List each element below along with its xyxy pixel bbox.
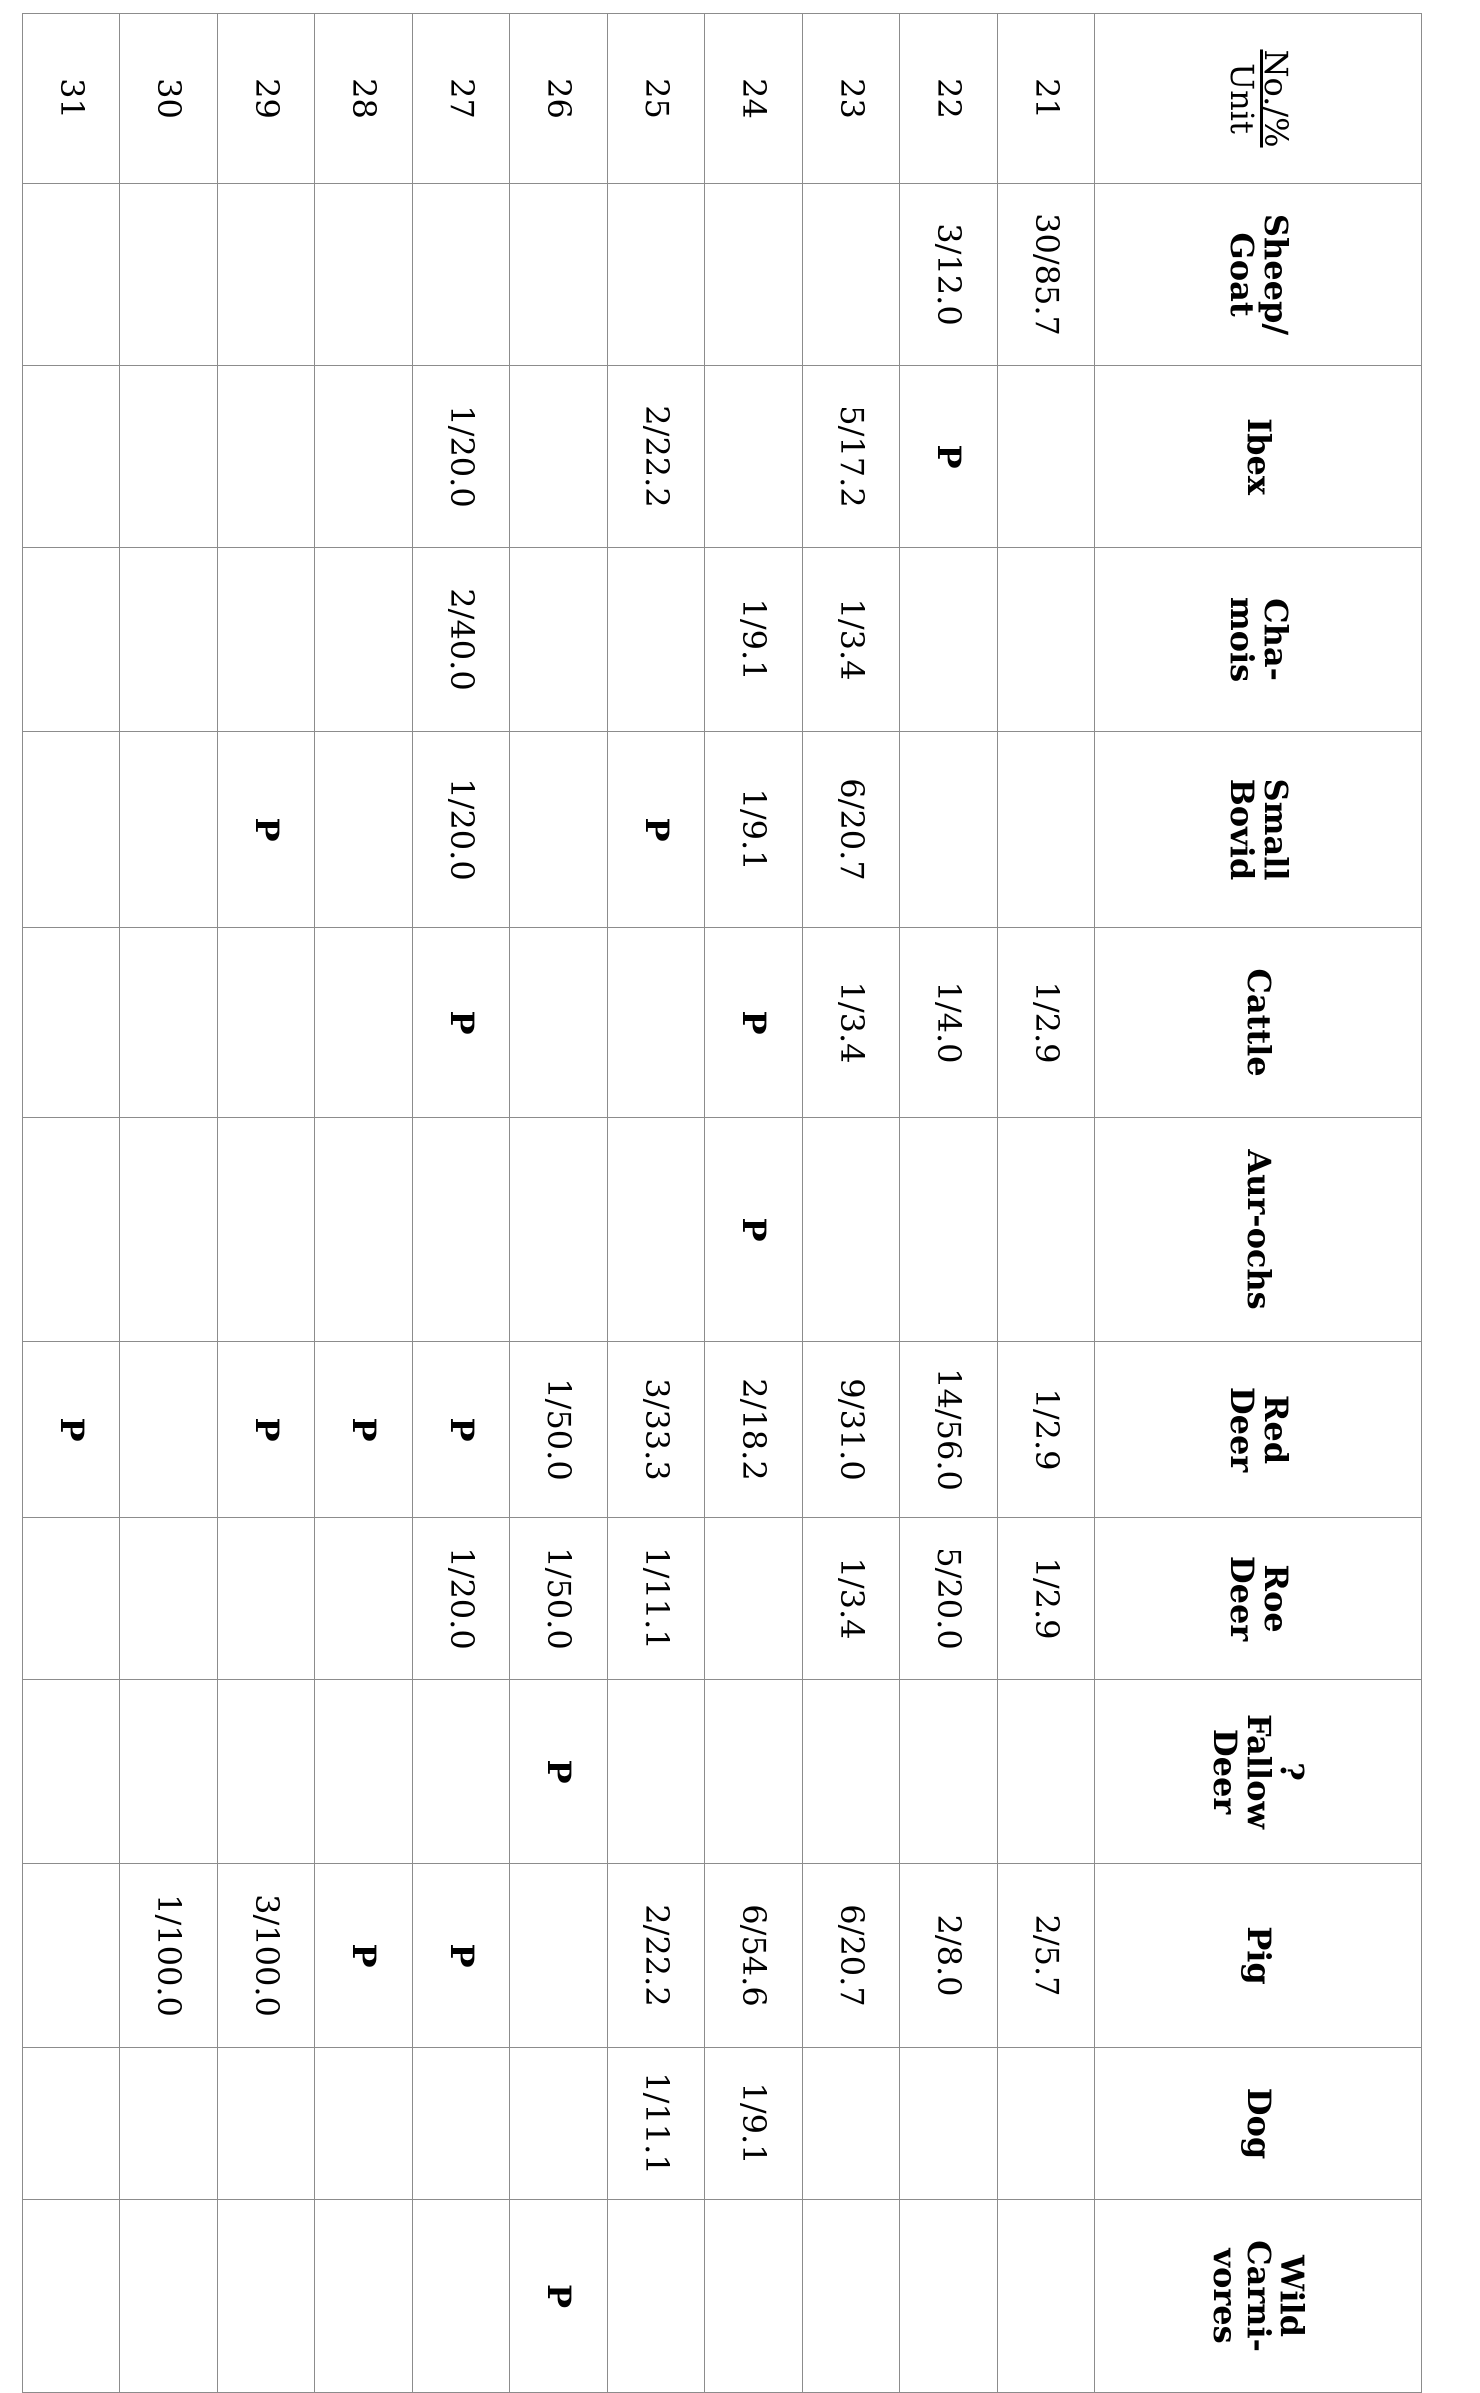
table-cell xyxy=(510,732,607,928)
header-species-line: Carni- xyxy=(1239,2240,1278,2352)
table-cell xyxy=(997,2048,1094,2200)
table-cell xyxy=(607,928,704,1118)
table-cell: 2/5.7 xyxy=(997,1864,1094,2048)
table-cell xyxy=(607,1680,704,1864)
table-cell xyxy=(412,1680,509,1864)
table-cell xyxy=(900,1118,997,1342)
header-species-line: Bovid xyxy=(1223,778,1261,881)
table-cell xyxy=(997,548,1094,732)
unit-cell: 21 xyxy=(997,14,1094,184)
table-cell xyxy=(120,732,217,928)
header-unit-sublabel: Unit xyxy=(1223,63,1261,134)
table-cell xyxy=(900,2200,997,2393)
table-cell: P xyxy=(315,1342,412,1518)
table-cell xyxy=(217,184,314,366)
table-cell xyxy=(997,1680,1094,1864)
table-cell xyxy=(705,1518,802,1680)
table-cell xyxy=(23,1118,120,1342)
table-cell xyxy=(510,928,607,1118)
table-cell xyxy=(23,1680,120,1864)
table-row xyxy=(510,14,607,2393)
table-cell: P xyxy=(217,732,314,928)
header-unit xyxy=(1095,14,1422,184)
unit-cell: 23 xyxy=(802,14,899,184)
table-cell: P xyxy=(23,1342,120,1518)
table-row xyxy=(315,14,412,2393)
unit-cell: 24 xyxy=(705,14,802,184)
table-cell: 1/11.1 xyxy=(607,2048,704,2200)
table-row xyxy=(900,14,997,2393)
header-species-line: mois xyxy=(1223,596,1261,683)
table-cell xyxy=(412,2048,509,2200)
table-cell xyxy=(23,548,120,732)
table-cell: 1/9.1 xyxy=(705,732,802,928)
table-cell xyxy=(510,184,607,366)
table-cell: 2/8.0 xyxy=(900,1864,997,2048)
table-cell: 3/12.0 xyxy=(900,184,997,366)
header-species-11 xyxy=(1095,2200,1422,2393)
table-cell xyxy=(510,548,607,732)
rotated-table-container xyxy=(22,13,1422,2392)
table-cell xyxy=(900,732,997,928)
table-cell: 6/54.6 xyxy=(705,1864,802,2048)
table-cell: 1/2.9 xyxy=(997,1342,1094,1518)
header-species-line: Pig xyxy=(1239,1926,1278,1985)
header-species-0 xyxy=(1095,184,1422,366)
table-cell xyxy=(217,1680,314,1864)
table-cell xyxy=(120,1680,217,1864)
table-cell xyxy=(510,1864,607,2048)
table-cell: P xyxy=(900,366,997,548)
table-cell: P xyxy=(412,1342,509,1518)
header-species-line: Wild xyxy=(1273,2254,1312,2338)
table-cell xyxy=(900,548,997,732)
table-cell: 1/3.4 xyxy=(802,548,899,732)
table-body xyxy=(23,14,1095,2393)
table-cell xyxy=(23,184,120,366)
table-row xyxy=(705,14,802,2393)
header-species-line: Goat xyxy=(1223,232,1261,317)
table-cell xyxy=(217,928,314,1118)
table-cell xyxy=(217,548,314,732)
table-cell xyxy=(23,732,120,928)
table-cell xyxy=(315,2048,412,2200)
table-cell xyxy=(120,2200,217,2393)
table-cell xyxy=(315,2200,412,2393)
unit-cell: 25 xyxy=(607,14,704,184)
table-cell: P xyxy=(705,1118,802,1342)
table-cell xyxy=(120,1118,217,1342)
table-cell xyxy=(510,2048,607,2200)
header-species-2 xyxy=(1095,548,1422,732)
table-cell xyxy=(900,2048,997,2200)
unit-cell: 31 xyxy=(23,14,120,184)
table-cell: 1/11.1 xyxy=(607,1518,704,1680)
header-species-line: Sheep/ xyxy=(1256,213,1295,336)
table-cell: 1/9.1 xyxy=(705,548,802,732)
header-species-line: Ibex xyxy=(1239,418,1278,495)
table-row xyxy=(802,14,899,2393)
header-species-line: Red xyxy=(1256,1394,1295,1465)
header-species-line: Roe xyxy=(1256,1564,1295,1633)
table-cell xyxy=(607,184,704,366)
table-cell: 5/17.2 xyxy=(802,366,899,548)
table-cell xyxy=(120,548,217,732)
header-species-4 xyxy=(1095,928,1422,1118)
table-cell: 1/3.4 xyxy=(802,1518,899,1680)
table-cell xyxy=(120,2048,217,2200)
table-cell: P xyxy=(315,1864,412,2048)
table-cell: 2/18.2 xyxy=(705,1342,802,1518)
table-cell: 1/4.0 xyxy=(900,928,997,1118)
table-cell xyxy=(217,1118,314,1342)
table-cell: 3/33.3 xyxy=(607,1342,704,1518)
header-species-10 xyxy=(1095,2048,1422,2200)
table-cell: 1/2.9 xyxy=(997,1518,1094,1680)
table-cell xyxy=(120,1518,217,1680)
table-cell xyxy=(412,184,509,366)
table-cell: 2/22.2 xyxy=(607,1864,704,2048)
table-cell xyxy=(23,1864,120,2048)
table-cell xyxy=(315,732,412,928)
table-cell xyxy=(412,2200,509,2393)
unit-cell: 29 xyxy=(217,14,314,184)
table-cell xyxy=(315,1680,412,1864)
table-cell xyxy=(705,2200,802,2393)
unit-cell: 27 xyxy=(412,14,509,184)
table-cell xyxy=(315,366,412,548)
table-cell xyxy=(997,732,1094,928)
table-cell xyxy=(217,1518,314,1680)
table-cell xyxy=(705,1680,802,1864)
table-row xyxy=(23,14,120,2393)
table-cell xyxy=(510,1118,607,1342)
unit-cell: 22 xyxy=(900,14,997,184)
table-cell: P xyxy=(217,1342,314,1518)
table-cell: 1/20.0 xyxy=(412,1518,509,1680)
header-species-line: vores xyxy=(1206,2248,1245,2344)
table-cell: P xyxy=(412,928,509,1118)
table-cell: 6/20.7 xyxy=(802,1864,899,2048)
table-cell: 5/20.0 xyxy=(900,1518,997,1680)
header-species-line: Aur-ochs xyxy=(1239,1149,1278,1310)
table-cell xyxy=(802,2048,899,2200)
header-species-7 xyxy=(1095,1518,1422,1680)
table-cell xyxy=(802,1118,899,1342)
table-cell xyxy=(802,1680,899,1864)
table-cell xyxy=(120,1342,217,1518)
header-species-3 xyxy=(1095,732,1422,928)
table-cell xyxy=(217,2200,314,2393)
table-cell: 1/100.0 xyxy=(120,1864,217,2048)
table-cell: 1/50.0 xyxy=(510,1342,607,1518)
header-row xyxy=(1095,14,1422,2393)
table-cell xyxy=(315,1118,412,1342)
table-cell: 1/50.0 xyxy=(510,1518,607,1680)
fauna-table xyxy=(22,13,1422,2393)
table-cell: 9/31.0 xyxy=(802,1342,899,1518)
header-species-line: Deer xyxy=(1206,1728,1245,1815)
header-species-8 xyxy=(1095,1680,1422,1864)
table-cell xyxy=(705,184,802,366)
unit-cell: 26 xyxy=(510,14,607,184)
table-cell xyxy=(315,184,412,366)
table-cell xyxy=(997,1118,1094,1342)
table-cell xyxy=(607,548,704,732)
header-species-line: Cattle xyxy=(1239,968,1278,1077)
table-cell xyxy=(315,548,412,732)
header-species-line: ? xyxy=(1273,1762,1312,1781)
table-cell xyxy=(217,366,314,548)
table-cell: 1/20.0 xyxy=(412,732,509,928)
table-row xyxy=(607,14,704,2393)
table-cell: P xyxy=(412,1864,509,2048)
table-cell: 30/85.7 xyxy=(997,184,1094,366)
table-cell: 2/40.0 xyxy=(412,548,509,732)
table-cell xyxy=(23,2200,120,2393)
table-cell: 6/20.7 xyxy=(802,732,899,928)
table-cell xyxy=(510,366,607,548)
table-cell: P xyxy=(510,2200,607,2393)
table-cell xyxy=(607,2200,704,2393)
header-species-1 xyxy=(1095,366,1422,548)
table-cell xyxy=(23,928,120,1118)
table-cell: 1/2.9 xyxy=(997,928,1094,1118)
table-cell xyxy=(802,184,899,366)
table-cell xyxy=(23,366,120,548)
table-cell xyxy=(705,366,802,548)
table-row xyxy=(997,14,1094,2393)
table-cell: 1/20.0 xyxy=(412,366,509,548)
table-cell xyxy=(607,1118,704,1342)
table-cell xyxy=(120,184,217,366)
table-cell: 1/3.4 xyxy=(802,928,899,1118)
table-cell xyxy=(23,2048,120,2200)
unit-cell: 30 xyxy=(120,14,217,184)
header-species-line: Small xyxy=(1256,778,1295,881)
header-species-6 xyxy=(1095,1342,1422,1518)
table-cell: 2/22.2 xyxy=(607,366,704,548)
table-cell xyxy=(412,1118,509,1342)
table-cell xyxy=(802,2200,899,2393)
header-species-line: Deer xyxy=(1223,1555,1261,1642)
header-species-5 xyxy=(1095,1118,1422,1342)
header-species-line: Dog xyxy=(1239,2087,1278,2160)
unit-cell: 28 xyxy=(315,14,412,184)
table-cell xyxy=(315,928,412,1118)
table-cell xyxy=(997,2200,1094,2393)
table-cell: 1/9.1 xyxy=(705,2048,802,2200)
table-cell: 3/100.0 xyxy=(217,1864,314,2048)
table-cell xyxy=(900,1680,997,1864)
table-cell: P xyxy=(705,928,802,1118)
table-cell xyxy=(315,1518,412,1680)
table-row xyxy=(412,14,509,2393)
header-species-9 xyxy=(1095,1864,1422,2048)
table-row xyxy=(217,14,314,2393)
header-species-line: Deer xyxy=(1223,1386,1261,1473)
table-cell xyxy=(120,366,217,548)
table-cell xyxy=(23,1518,120,1680)
header-species-line: Fallow xyxy=(1239,1714,1278,1829)
header-unit-label: No./% xyxy=(1256,49,1295,148)
table-cell xyxy=(120,928,217,1118)
table-cell: P xyxy=(607,732,704,928)
table-row xyxy=(120,14,217,2393)
table-cell xyxy=(217,2048,314,2200)
table-cell: P xyxy=(510,1680,607,1864)
table-cell: 14/56.0 xyxy=(900,1342,997,1518)
table-cell xyxy=(997,366,1094,548)
header-species-line: Cha- xyxy=(1256,598,1295,681)
